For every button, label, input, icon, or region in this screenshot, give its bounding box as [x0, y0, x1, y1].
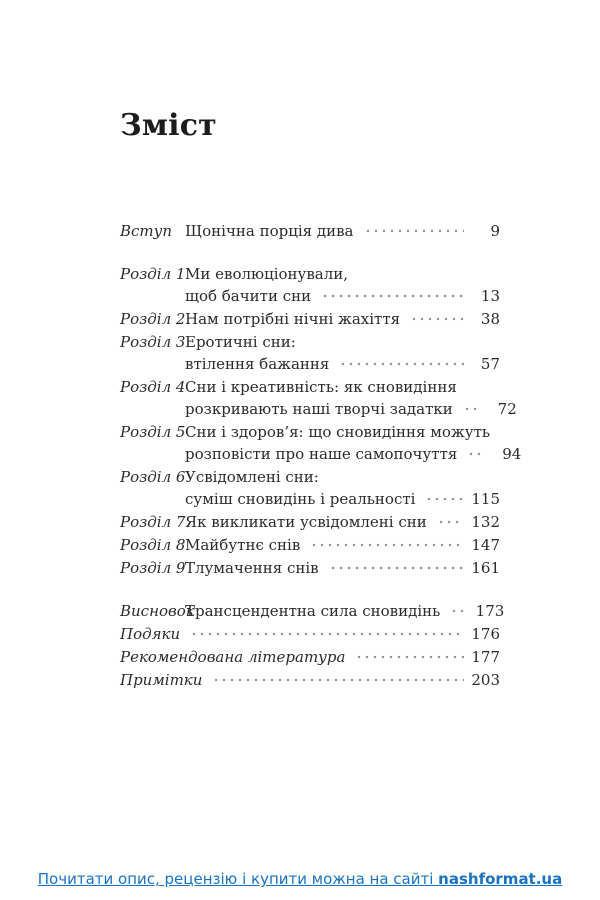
- toc-entry-line: Тлумачення снів: [185, 559, 319, 577]
- dotted-leader: [410, 308, 464, 330]
- toc-entry-line: Щонічна порція дива: [185, 222, 354, 240]
- toc-entry-title: [185, 511, 500, 533]
- toc-entry-label: Рекомендована література: [120, 648, 346, 666]
- toc-page-number: 38: [480, 310, 500, 328]
- toc-entry-line: Як викликати усвідомлені сни: [185, 513, 427, 531]
- toc-entry-label: Розділ 7: [120, 513, 186, 531]
- toc-entry-title: [185, 557, 500, 579]
- toc-entry-label: Розділ 5: [120, 423, 186, 441]
- dotted-leader: [425, 488, 464, 510]
- toc-entry: [120, 331, 500, 375]
- toc-entry: [120, 669, 500, 691]
- toc-entry-title: [185, 331, 500, 375]
- dotted-leader: [364, 220, 465, 242]
- toc-page-number: 173: [475, 602, 505, 620]
- dotted-leader: [339, 353, 464, 375]
- toc-entry-label: Розділ 4: [120, 378, 186, 396]
- toc-page-number: 147: [471, 536, 500, 554]
- toc-entry-line: Майбутнє снів: [185, 536, 301, 554]
- toc-entry-title: [185, 466, 500, 510]
- toc-entry-title: [185, 220, 500, 242]
- page-title: Зміст: [120, 108, 217, 143]
- toc-entry-line: Еротичні сни:: [185, 333, 296, 351]
- toc-entry-line: суміш сновидінь і реальності: [185, 490, 416, 508]
- toc-page-number: 115: [471, 490, 500, 508]
- toc-page-number: 203: [471, 671, 500, 689]
- toc-entry-line: розкривають наші творчі задатки: [185, 400, 453, 418]
- toc-entry-label: Розділ 6: [120, 468, 186, 486]
- toc-section-chapters: [120, 263, 522, 579]
- toc-entry: [120, 263, 500, 307]
- toc-entry: [120, 220, 500, 242]
- toc-entry-title: [185, 308, 500, 330]
- toc-entry-label: Вступ: [120, 222, 173, 240]
- toc-page-number: 177: [471, 648, 500, 666]
- toc-page-number: 57: [480, 355, 500, 373]
- toc-entry: [120, 421, 522, 465]
- toc-page-number: 161: [471, 559, 500, 577]
- toc-page-number: 176: [471, 625, 500, 643]
- toc-entry-line: Сни і креативність: як сновидіння: [185, 378, 457, 396]
- toc-entry-title: [185, 376, 517, 420]
- toc-entry-line: Сни і здоров’я: що сновидіння можуть: [185, 423, 491, 441]
- toc-entry: [120, 557, 500, 579]
- toc-entry-line: щоб бачити сни: [185, 287, 312, 305]
- toc-entry-line: Усвідомлені сни:: [185, 468, 319, 486]
- toc-entry-line: Трансцендентна сила сновидінь: [185, 602, 441, 620]
- dotted-leader: [355, 646, 464, 668]
- dotted-leader: [310, 534, 464, 556]
- toc-entry-title: [185, 263, 500, 307]
- store-link-text: Почитати опис, рецензію і купити можна на сайті: [37, 870, 434, 888]
- toc-entry-label: Висновок: [120, 602, 195, 620]
- footer: [0, 870, 600, 888]
- toc-entry-title: [185, 600, 505, 622]
- toc-entry-line: розповісти про наше самопочуття: [185, 445, 458, 463]
- toc-entry-label: Розділ 3: [120, 333, 186, 351]
- toc-entry: [120, 600, 505, 622]
- toc-entry-label: Розділ 9: [120, 559, 186, 577]
- store-link-brand: nashformat.ua: [438, 870, 563, 888]
- toc-entry: [120, 466, 500, 510]
- toc-page-number: 132: [471, 513, 500, 531]
- toc-entry-line: Ми еволюціонували,: [185, 265, 349, 283]
- toc-entry: [120, 511, 500, 533]
- toc-list: [120, 220, 522, 691]
- toc-entry: [120, 646, 500, 668]
- toc-section-intro: [120, 220, 500, 242]
- toc-entry-label: Розділ 2: [120, 310, 186, 328]
- toc-page-number: 72: [497, 400, 517, 418]
- dotted-leader: [463, 398, 481, 420]
- dotted-leader: [190, 623, 464, 645]
- toc-entry: [120, 376, 517, 420]
- dotted-leader: [437, 511, 464, 533]
- toc-page-number: 13: [480, 287, 500, 305]
- dotted-leader: [212, 669, 464, 691]
- dotted-leader: [329, 557, 464, 579]
- toc-entry-label: Розділ 1: [120, 265, 186, 283]
- toc-entry: [120, 308, 500, 330]
- toc-entry-label: Розділ 8: [120, 536, 186, 554]
- toc-page-number: 94: [502, 445, 522, 463]
- toc-entry-title: [185, 534, 500, 556]
- toc-entry-label: Примітки: [120, 671, 203, 689]
- toc-entry-label: Подяки: [120, 625, 181, 643]
- toc-section-backmatter: [120, 600, 505, 691]
- dotted-leader: [467, 443, 485, 465]
- toc-page-number: 9: [490, 222, 500, 240]
- toc-entry-title: [185, 421, 522, 465]
- toc-entry: [120, 534, 500, 556]
- toc-entry: [120, 623, 500, 645]
- toc-entry-line: Нам потрібні нічні жахіття: [185, 310, 401, 328]
- dotted-leader: [321, 285, 464, 307]
- dotted-leader: [450, 600, 468, 622]
- store-link[interactable]: [38, 870, 562, 888]
- toc-entry-line: втілення бажання: [185, 355, 330, 373]
